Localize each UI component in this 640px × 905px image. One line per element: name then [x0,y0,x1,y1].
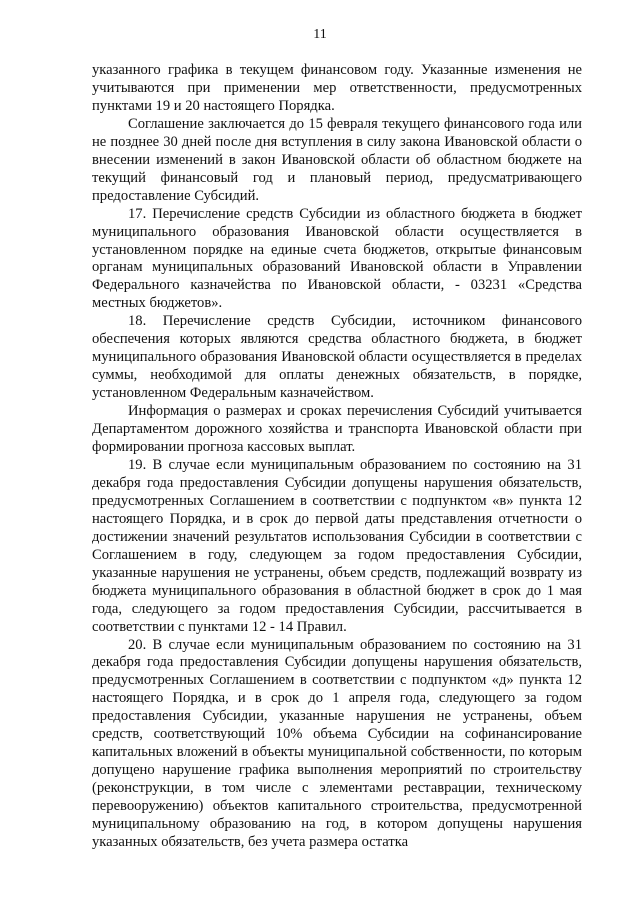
document-body [92,62,582,852]
page-number: 11 [313,27,327,42]
paragraph-payment-info: Информация о размерах и сроках перечисления Субсидий учитывается Департаментом дорожного хозяйства и транспорта Ивановской области при формировании прогноза кассовых выплат. [92,403,582,456]
paragraph-agreement-terms: Соглашение заключается до 15 февраля текущего финансового года или не позднее 30 дней после дня вступления в силу закона Ивановской области о внесении изменений в закон Ивановской области об областном бюджете на текущий финансовый год и плановый период, предусматривающего предоставление Субсидий. [92,115,582,204]
paragraph-item-20: 20. В случае если муниципальным образованием по состоянию на 31 декабря года предоставления Субсидии допущены нарушения обязательств, предусмотренных Соглашением в соответствии с подпунктом «д» пункта 12 настоящего Порядка, и в срок до 1 апреля года, следующего за годом предоставления Субсидии, указанные нарушения не устранены, объем средств, соответствующий 10% объема Субсидии на софинансирование капитальных вложений в объекты муниципальной собственности, по которым допущено нарушение графика выполнения мероприятий по строительству (реконструкции, в том числе с элементами реставрации, техническому перевооружению) объектов капитального строительства, предусмотренной муниципальному образованию на год, в котором допущены нарушения указанных обязательств, без учета размера остатка [92,636,582,850]
paragraph-continuation: указанного графика в текущем финансовом году. Указанные изменения не учитываются при применении мер ответственности, предусмотренных пунктами 19 и 20 настоящего Порядка. [92,62,582,114]
paragraph-item-17: 17. Перечисление средств Субсидии из областного бюджета в бюджет муниципального образования Ивановской области осуществляется в установленном порядке на единые счета бюджетов, открытые финансовым органам муниципальных образований Ивановской области в Управлении Федерального казначейства по Ивановской области, - 03231 «Средства местных бюджетов». [92,205,582,312]
paragraph-item-18: 18. Перечисление средств Субсидии, источником финансового обеспечения которых являются средства областного бюджета, в бюджет муниципального образования Ивановской области осуществляется в пределах суммы, необходимой для оплаты денежных обязательств, в порядке, установленном Федеральным казначейством. [92,313,582,402]
paragraph-item-19: 19. В случае если муниципальным образованием по состоянию на 31 декабря года предоставления Субсидии допущены нарушения обязательств, предусмотренных Соглашением в соответствии с подпунктом «в» пункта 12 настоящего Порядка, и в срок до первой даты представления отчетности о достижении значений результатов использования Субсидии в соответствии с Соглашением в году, следующем за годом предоставления Субсидии, указанные нарушения не устранены, объем средств, подлежащий возврату из бюджета муниципального образования в областной бюджет в срок до 1 мая года, следующего за годом предоставления Субсидии, рассчитывается в соответствии с пунктами 12 - 14 Правил. [92,456,582,635]
